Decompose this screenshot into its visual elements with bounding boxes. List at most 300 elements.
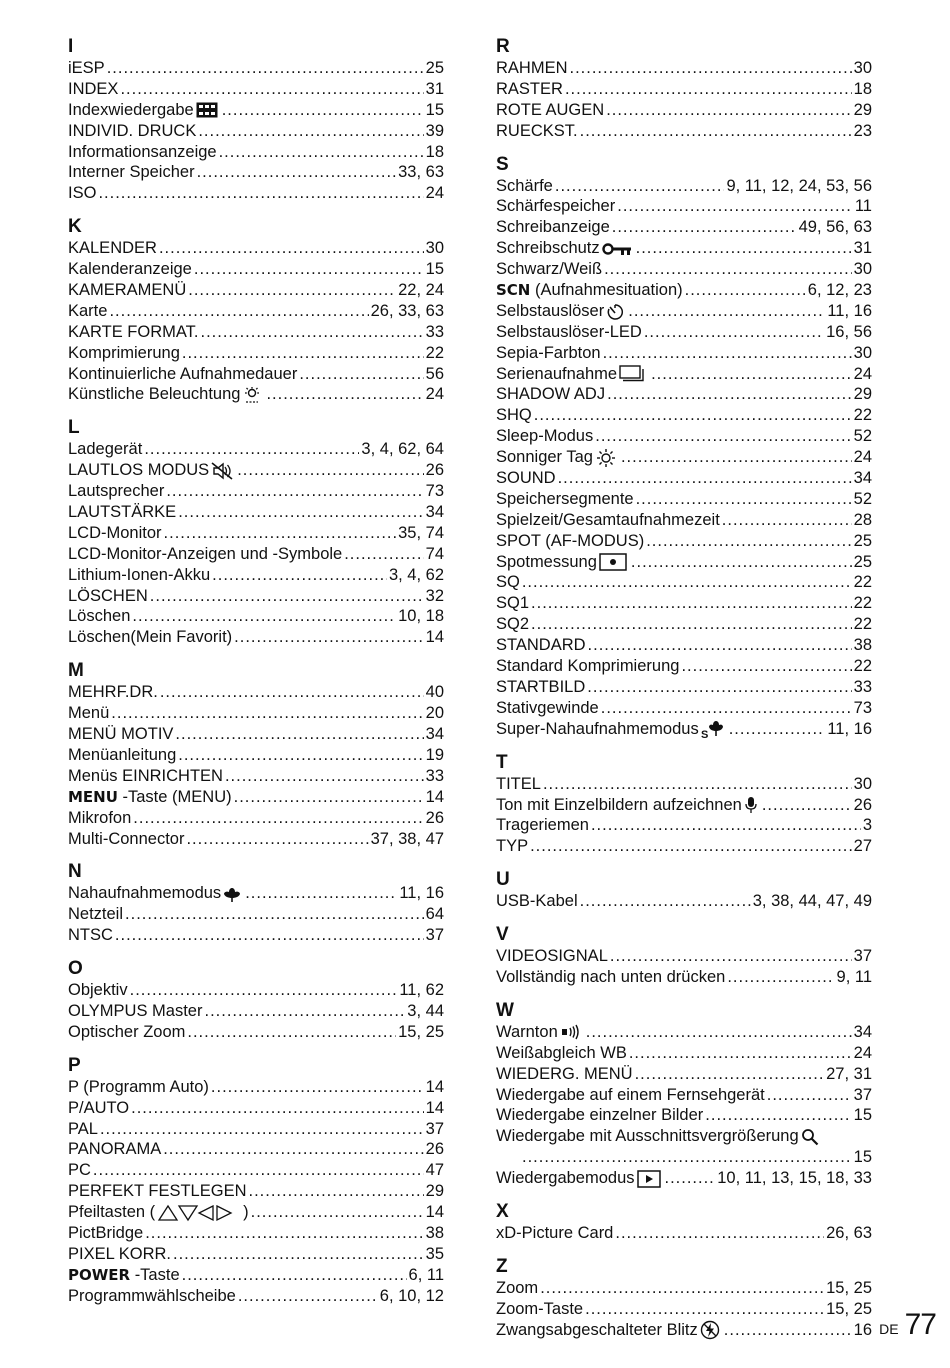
dot-leader (565, 79, 852, 100)
entry-term-text: Wiedergabe einzelner Bilder (496, 1106, 704, 1125)
entry-pages: 9, 11 (836, 967, 872, 986)
entry-pages: 6, 11 (408, 1265, 444, 1284)
entry-term (496, 1064, 633, 1085)
entry-term-text: KALENDER (68, 239, 157, 258)
entry-term-text: Informationsanzeige (68, 142, 217, 161)
entry-pages: 27 (853, 837, 872, 856)
entry-term (68, 142, 217, 163)
index-entry (496, 176, 872, 197)
entry-term-text: -Taste (134, 1265, 180, 1284)
entry-term (68, 1181, 247, 1202)
index-entry (496, 280, 872, 301)
dot-leader (237, 460, 423, 481)
entry-pages: 26, 63 (826, 1223, 872, 1242)
entry-term-text: Schärfe (496, 176, 553, 195)
entry-term-text: ROTE AUGEN (496, 100, 605, 119)
entry-pages: 47 (425, 1161, 444, 1180)
entry-pages: 33 (425, 766, 444, 785)
entry-term-text: Wiedergabe auf einem Fernsehgerät (496, 1085, 765, 1104)
entry-pages: 29 (425, 1182, 444, 1201)
entry-term (496, 795, 760, 816)
magnify-icon (801, 1128, 819, 1146)
index-entry (496, 552, 872, 573)
dot-leader (615, 1223, 824, 1244)
entry-pages: 26, 33, 63 (370, 301, 444, 320)
index-entry (496, 426, 872, 447)
dot-leader (234, 627, 423, 648)
dot-leader (534, 405, 852, 426)
dot-leader (762, 795, 852, 816)
entry-term (496, 217, 610, 238)
entry-term-text: Objektiv (68, 981, 128, 1000)
index-entry (68, 58, 444, 79)
entry-term-text: SPOT (AF-MODUS) (496, 531, 645, 550)
section-letter-u: U (496, 869, 510, 891)
entry-term (68, 829, 184, 850)
entry-pages: 38 (853, 636, 872, 655)
entry-term (496, 656, 679, 677)
entry-term (496, 1043, 627, 1064)
dot-leader (705, 1105, 851, 1126)
entry-term (496, 384, 605, 405)
entry-term (496, 946, 608, 967)
entry-term (496, 364, 649, 385)
entry-term (68, 343, 180, 364)
dot-leader (646, 531, 851, 552)
entry-pages: 37 (425, 1119, 444, 1138)
entry-term (496, 405, 532, 426)
entry-pages: 19 (425, 745, 444, 764)
entry-pages: 40 (425, 683, 444, 702)
entry-button-label: POWER (68, 1265, 131, 1284)
entry-term-text: RUECKST. (496, 121, 578, 140)
entry-term (68, 586, 148, 607)
entry-button-label: MENU (68, 787, 118, 806)
entry-term (496, 1299, 583, 1320)
index-entry (68, 544, 444, 565)
entry-term (68, 523, 162, 544)
dot-leader (603, 343, 852, 364)
dot-leader (636, 489, 852, 510)
index-entry (68, 1181, 444, 1202)
index-entry (68, 79, 444, 100)
entry-term (496, 677, 585, 698)
entry-pages: 26 (425, 461, 444, 480)
entry-term-text: LÖSCHEN (68, 586, 148, 605)
entry-term-text: Kalenderanzeige (68, 260, 192, 279)
dot-leader (164, 523, 397, 544)
index-entry (68, 745, 444, 766)
section-letter-r: R (496, 36, 510, 57)
entry-pages: 30 (853, 260, 872, 279)
entry-term-text: Zoom-Taste (496, 1299, 584, 1318)
protect-key-icon (602, 242, 632, 256)
entry-term (496, 1085, 765, 1106)
sunny-icon (595, 449, 617, 467)
entry-term-text: Sleep-Modus (496, 427, 594, 446)
entry-term (68, 384, 264, 405)
entry-term-text: SQ2 (496, 615, 530, 634)
entry-pages: 35 (425, 1244, 444, 1263)
entry-pages: 24 (853, 1043, 872, 1062)
dot-leader (591, 815, 861, 836)
index-entry (68, 439, 444, 460)
index-entry (68, 460, 444, 481)
super-macro-icon (701, 719, 725, 739)
entry-pages: 34 (425, 503, 444, 522)
entry-term (496, 259, 602, 280)
entry-term (68, 1202, 249, 1223)
index-column-left (68, 34, 444, 1307)
entry-term (496, 343, 601, 364)
entry-pages: 30 (853, 343, 872, 362)
silent-mode-icon (211, 462, 233, 480)
index-entry (496, 593, 872, 614)
index-entry (68, 808, 444, 829)
section-letter-v: V (496, 924, 509, 946)
entry-pages: 25 (853, 531, 872, 550)
dot-leader (580, 121, 852, 142)
entry-pages: 52 (853, 489, 872, 508)
entry-term-text: PictBridge (68, 1223, 144, 1242)
entry-term (496, 815, 589, 836)
index-entry (68, 1119, 444, 1140)
dot-leader (722, 510, 852, 531)
index-entry (68, 1223, 444, 1244)
entry-term (68, 1160, 91, 1181)
entry-pages: 3, 44 (407, 1001, 444, 1020)
section-letter-z: Z (496, 1255, 508, 1277)
entry-term (68, 1119, 98, 1140)
entry-term (496, 531, 644, 552)
entry-term-text: INDEX (68, 79, 119, 98)
index-entry (68, 481, 444, 502)
dot-leader (607, 384, 852, 405)
entry-pages: 34 (853, 469, 872, 488)
section-letter-o: O (68, 958, 83, 980)
dot-leader (299, 364, 423, 385)
entry-pages: 56 (425, 364, 444, 383)
entry-term (68, 1244, 171, 1265)
entry-pages: 39 (425, 121, 444, 140)
entry-pages: 25 (853, 552, 872, 571)
entry-pages: 29 (853, 385, 872, 404)
index-entry (496, 121, 872, 142)
index-entry (496, 946, 872, 967)
entry-term-text: Ton mit Einzelbildern aufzeichnen (496, 795, 742, 814)
index-entry (496, 405, 872, 426)
entry-term (68, 58, 105, 79)
entry-pages: 22 (853, 573, 872, 592)
entry-term-text: RASTER (496, 79, 563, 98)
dot-leader (188, 280, 396, 301)
dot-leader (163, 1139, 423, 1160)
index-entry (68, 682, 444, 703)
entry-term (68, 1286, 236, 1307)
index-entry (496, 1022, 872, 1043)
entry-pages: 22, 24 (398, 281, 444, 300)
entry-term (496, 614, 529, 635)
entry-term (68, 79, 118, 100)
dot-leader (635, 1064, 825, 1085)
index-entry (496, 656, 872, 677)
index-entry (496, 1105, 872, 1126)
dot-leader (588, 635, 852, 656)
flash-off-icon (700, 1320, 720, 1340)
dot-leader (109, 301, 368, 322)
entry-pages: 24 (853, 364, 872, 383)
dot-leader (234, 787, 424, 808)
dot-leader (225, 766, 424, 787)
entry-term (496, 510, 720, 531)
entry-term-text: Wiedergabemodus (496, 1169, 635, 1188)
entry-term (68, 301, 107, 322)
index-entry (68, 787, 444, 808)
entry-term (68, 1223, 143, 1244)
entry-pages: 49, 56, 63 (798, 218, 872, 237)
entry-term-text: P (Programm Auto) (68, 1077, 209, 1096)
entry-pages: 35, 74 (398, 523, 444, 542)
entry-term (496, 1278, 538, 1299)
entry-term (68, 544, 342, 565)
entry-term (68, 745, 176, 766)
dot-leader (144, 439, 359, 460)
entry-pages: 30 (853, 59, 872, 77)
entry-term-text: Speichersegmente (496, 489, 634, 508)
entry-term-text: Zoom (496, 1278, 539, 1297)
entry-term-text: -Taste (MENU) (122, 787, 232, 806)
index-entry (68, 1077, 444, 1098)
entry-term (496, 698, 599, 719)
entry-term (496, 774, 541, 795)
entry-term (496, 593, 529, 614)
entry-term (68, 481, 164, 502)
entry-term-text: Zwangsabgeschalteter Blitz (496, 1320, 698, 1339)
entry-term-text: SQ1 (496, 594, 530, 613)
entry-pages: 37 (853, 1085, 872, 1104)
entry-pages: 26 (853, 795, 872, 814)
entry-pages: 16, 56 (826, 322, 872, 341)
entry-pages: 15 (853, 1148, 872, 1167)
index-entry (496, 58, 872, 79)
dot-leader (585, 1299, 824, 1320)
dot-leader (194, 259, 424, 280)
entry-term-text: Löschen(Mein Favorit) (68, 628, 233, 647)
entry-term (496, 489, 634, 510)
index-entry (68, 1202, 444, 1223)
entry-term (68, 565, 210, 586)
entry-pages: 26 (425, 808, 444, 827)
entry-term (496, 1126, 821, 1147)
section-letter-w: W (496, 999, 514, 1021)
index-entry (496, 217, 872, 238)
dot-leader (606, 100, 851, 121)
dot-leader (187, 1022, 396, 1043)
index-entry (496, 836, 872, 857)
index-entry (68, 766, 444, 787)
entry-pages: 22 (853, 657, 872, 676)
entry-term (496, 891, 578, 912)
index-entry (68, 1160, 444, 1181)
entry-term-text: LCD-Monitor (68, 523, 162, 542)
entry-pages: 32 (425, 586, 444, 605)
entry-term (496, 100, 604, 121)
entry-term-text: Schreibanzeige (496, 218, 610, 237)
entry-term-text: SHADOW ADJ (496, 385, 606, 404)
entry-pages: 15, 25 (826, 1299, 872, 1318)
dot-leader (530, 836, 852, 857)
section-letter-i: I (68, 36, 74, 57)
entry-pages: 11, 16 (827, 301, 872, 320)
section-letter-n: N (68, 861, 82, 883)
entry-term (68, 1077, 209, 1098)
language-code: DE (879, 1321, 899, 1337)
entry-term-text: Optischer Zoom (68, 1022, 186, 1041)
entry-pages: 6, 10, 12 (379, 1286, 444, 1305)
index-entry (496, 719, 872, 740)
index-entry (68, 1098, 444, 1119)
playback-icon (637, 1170, 661, 1188)
entry-pages: 3 (862, 816, 872, 835)
entry-term-text: KAMERAMENÜ (68, 281, 187, 300)
dot-leader (182, 343, 424, 364)
entry-pages: 73 (853, 698, 872, 717)
dot-leader (636, 238, 852, 259)
entry-pages: 25 (425, 59, 444, 77)
entry-pages: 15, 25 (398, 1022, 444, 1041)
dot-leader (132, 606, 396, 627)
index-entry (496, 614, 872, 635)
dot-leader (587, 677, 851, 698)
entry-pages: 31 (425, 79, 444, 98)
dot-leader (767, 1085, 852, 1106)
entry-term (68, 439, 142, 460)
entry-pages: 9, 11, 12, 24, 53, 56 (726, 176, 872, 195)
entry-term-text: LAUTSTÄRKE (68, 503, 177, 522)
entry-term-text: Lautsprecher (68, 482, 165, 501)
dot-leader (617, 196, 853, 217)
entry-term-text: NTSC (68, 926, 113, 945)
entry-term-text: PC (68, 1161, 91, 1180)
index-entry (496, 891, 872, 912)
entry-pages: 14 (425, 1077, 444, 1096)
entry-term (68, 682, 158, 703)
index-entry (68, 301, 444, 322)
index-entry (68, 1022, 444, 1043)
sequential-shooting-icon (619, 365, 647, 383)
index-entry (496, 343, 872, 364)
dot-leader (727, 967, 834, 988)
dot-leader (100, 1119, 424, 1140)
dot-leader (531, 593, 852, 614)
entry-pages: 27, 31 (826, 1064, 872, 1083)
index-entry (496, 238, 872, 259)
entry-term (496, 322, 642, 343)
entry-term-text: Ladegerät (68, 440, 143, 459)
dot-leader (166, 481, 423, 502)
index-entry (496, 1064, 872, 1085)
dot-leader (249, 1181, 424, 1202)
entry-term-text: LAUTLOS MODUS (68, 461, 210, 480)
entry-pages: 64 (425, 905, 444, 924)
entry-term-text: Schwarz/Weiß (496, 260, 603, 279)
entry-term (68, 238, 157, 259)
entry-term (68, 883, 243, 904)
entry-pages: 34 (853, 1022, 872, 1041)
entry-pages: 18 (425, 142, 444, 161)
entry-pages: 29 (853, 100, 872, 119)
entry-term (68, 1139, 161, 1160)
entry-term-text: Weißabgleich WB (496, 1043, 627, 1062)
index-entry (496, 79, 872, 100)
entry-term (496, 238, 634, 259)
index-entry (68, 502, 444, 523)
dot-leader (238, 1286, 378, 1307)
dot-leader (629, 1043, 852, 1064)
entry-term-text: LCD-Monitor-Anzeigen und -Symbole (68, 544, 343, 563)
dot-leader (159, 238, 424, 259)
entry-term (68, 980, 128, 1001)
entry-term-text: Selbstauslöser (496, 301, 605, 320)
index-entry (68, 980, 444, 1001)
entry-term (496, 121, 578, 142)
dot-leader (681, 656, 851, 677)
dot-leader (219, 142, 424, 163)
entry-term (68, 121, 196, 142)
entry-term-text: P/AUTO (68, 1098, 130, 1117)
entry-term (68, 1265, 180, 1286)
entry-pages: 37 (853, 947, 872, 966)
beep-icon (560, 1024, 582, 1040)
dot-leader (621, 447, 852, 468)
index-entry (68, 142, 444, 163)
index-entry (68, 904, 444, 925)
entry-term-text: Selbstauslöser-LED (496, 322, 642, 341)
dot-leader (198, 121, 423, 142)
index-entry (68, 586, 444, 607)
entry-term-text: Löschen (68, 607, 131, 626)
entry-pages: 34 (425, 725, 444, 744)
entry-pages: 26 (425, 1140, 444, 1159)
dot-leader (604, 259, 852, 280)
dot-leader (685, 280, 806, 301)
index-playback-icon (196, 102, 218, 118)
dot-leader (543, 774, 852, 795)
index-entry (496, 1168, 872, 1189)
entry-pages: 22 (853, 406, 872, 425)
dot-leader (131, 1098, 424, 1119)
dot-leader (595, 426, 851, 447)
index-entry (496, 100, 872, 121)
dot-leader (570, 58, 852, 79)
entry-pages: 15, 25 (826, 1278, 872, 1297)
dot-leader (150, 586, 424, 607)
entry-term (496, 572, 520, 593)
spot-metering-icon (599, 553, 627, 571)
dot-leader (115, 925, 424, 946)
entry-term-text: STANDARD (496, 636, 586, 655)
entry-term (68, 1001, 202, 1022)
page-number: 77 (904, 1308, 936, 1341)
entry-term (68, 183, 96, 204)
entry-term (68, 364, 297, 385)
dot-leader (175, 724, 423, 745)
index-entry (68, 565, 444, 586)
entry-term (496, 196, 615, 217)
entry-pages: 38 (425, 1223, 444, 1242)
entry-term (496, 836, 528, 857)
entry-pages: 22 (425, 343, 444, 362)
